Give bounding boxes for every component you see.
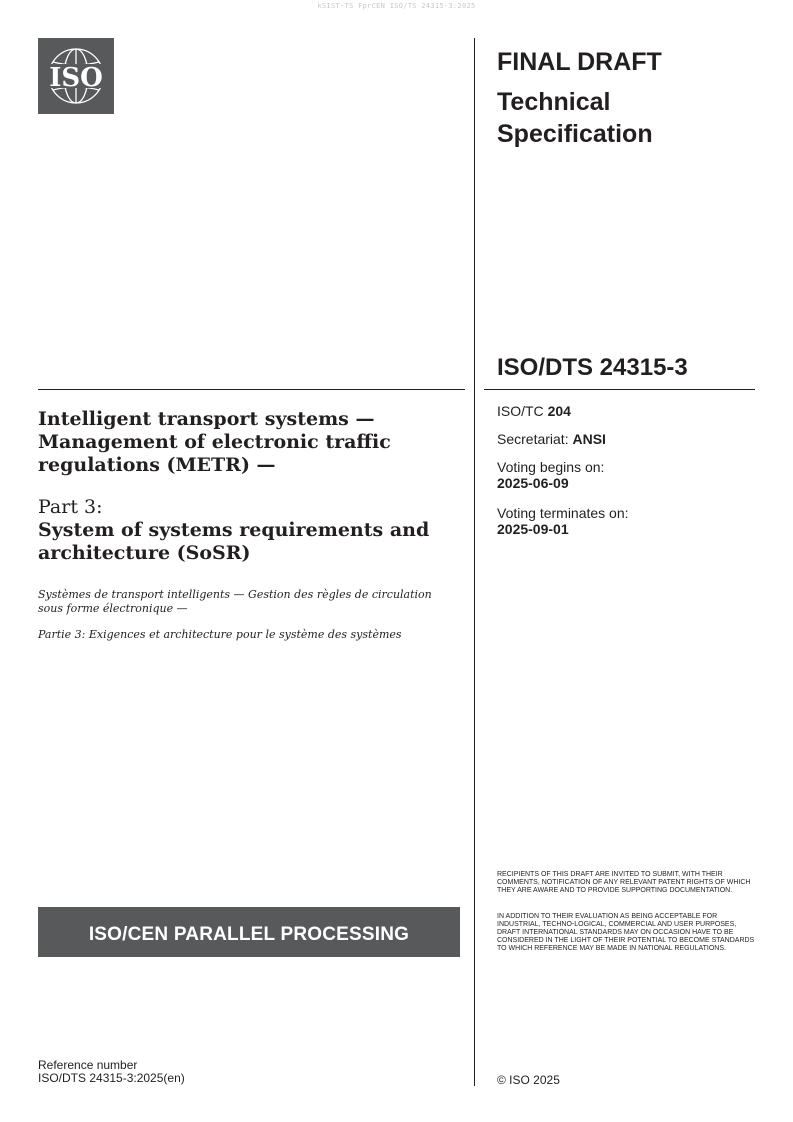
reference-number-value: ISO/DTS 24315-3:2025(en) <box>38 1071 185 1085</box>
english-title-part-number: Part 3: <box>38 496 103 518</box>
copyright: © ISO 2025 <box>497 1073 560 1087</box>
document-watermark: kSIST-TS FprCEN ISO/TS 24315-3:2025 <box>317 2 476 10</box>
regulation-notice: IN ADDITION TO THEIR EVALUATION AS BEING ACCEPTABLE FOR INDUSTRIAL, TECHNO-LOGICAL, COMMERCIAL AND USER PURPOSES, DRAFT INTERNATIONAL STANDARDS MAY ON OCCASION HAVE TO BE CONSIDERED IN THE LIGHT OF THEIR POTENTIAL TO BECOME STANDARDS TO WHICH REFERENCE MAY BE MADE IN NATIONAL REGULATIONS. <box>497 913 755 952</box>
english-title-main: Intelligent transport systems — Management of electronic traffic regulations (METR) — <box>38 408 391 476</box>
draft-status: FINAL DRAFT <box>497 48 662 76</box>
title-rule-right <box>484 389 755 390</box>
secretariat-value: ANSI <box>572 431 606 447</box>
parallel-processing-banner: ISO/CEN PARALLEL PROCESSING <box>38 907 460 957</box>
iso-logo-text: ISO <box>49 63 103 93</box>
voting-terminates-label: Voting terminates on: <box>497 505 629 521</box>
reference-number-label: Reference number <box>38 1058 138 1072</box>
english-title-part: System of systems requirements and architecture (SoSR) <box>38 519 430 564</box>
voting-begins <box>497 459 604 491</box>
column-divider <box>474 38 475 1086</box>
voting-terminates <box>497 505 629 537</box>
committee-label: ISO/TC <box>497 403 544 419</box>
voting-terminates-date: 2025-09-01 <box>497 521 569 537</box>
french-title-main: Systèmes de transport intelligents — Gestion des règles de circulation sous forme électronique — <box>38 588 432 615</box>
secretariat-line <box>497 431 606 447</box>
document-number: ISO/DTS 24315-3 <box>497 354 688 381</box>
secretariat-label: Secretariat: <box>497 431 569 447</box>
committee-value: 204 <box>547 403 571 419</box>
voting-begins-label: Voting begins on: <box>497 459 605 475</box>
french-title-part: Partie 3: Exigences et architecture pour le système des systèmes <box>38 628 402 641</box>
committee-line <box>497 403 571 419</box>
iso-logo <box>38 38 114 114</box>
title-rule-left <box>38 389 465 390</box>
patent-notice: RECIPIENTS OF THIS DRAFT ARE INVITED TO SUBMIT, WITH THEIR COMMENTS, NOTIFICATION OF ANY RELEVANT PATENT RIGHTS OF WHICH THEY ARE AWARE AND TO PROVIDE SUPPORTING DOCUMENTATION. <box>497 871 751 894</box>
document-type: Technical Specification <box>497 88 653 148</box>
voting-begins-date: 2025-06-09 <box>497 475 569 491</box>
iso-logo-icon <box>38 38 114 114</box>
